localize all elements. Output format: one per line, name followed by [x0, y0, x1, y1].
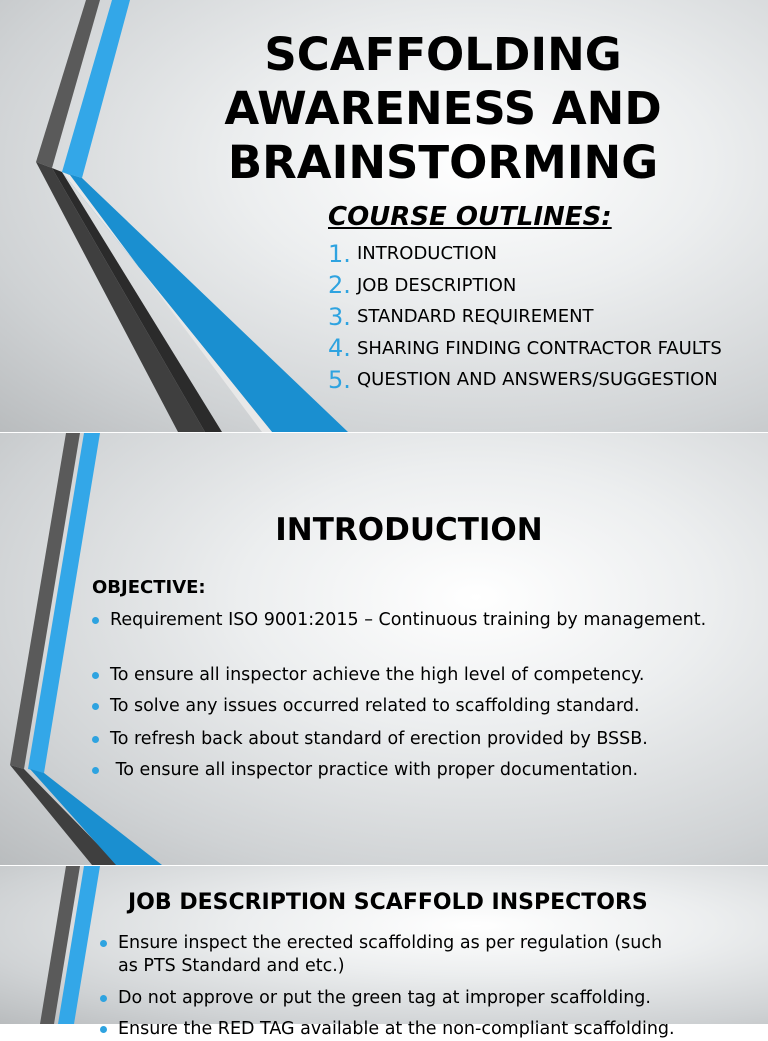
- item-number: 2.: [328, 271, 351, 300]
- list-item: To refresh back about standard of erection provided by BSSB.: [92, 728, 648, 751]
- list-item: To ensure all inspector practice with proper documentation.: [92, 759, 638, 782]
- list-item: [328, 333, 722, 365]
- list-item: To ensure all inspector achieve the high level of competency.: [92, 664, 644, 687]
- title-line: BRAINSTORMING: [227, 136, 659, 189]
- item-number: 4.: [328, 334, 351, 363]
- item-number: 5.: [328, 365, 351, 394]
- list-item: [328, 238, 722, 270]
- decorative-stripes: [0, 433, 768, 865]
- slide-introduction: [0, 433, 768, 865]
- list-item: Do not approve or put the green tag at improper scaffolding.: [100, 987, 651, 1010]
- title-line: AWARENESS AND: [224, 82, 662, 135]
- item-text: STANDARD REQUIREMENT: [357, 306, 594, 328]
- list-item: [328, 270, 722, 302]
- list-item: [328, 301, 722, 333]
- list-item: Ensure the RED TAG available at the non-compliant scaffolding.: [100, 1018, 675, 1041]
- list-item: Requirement ISO 9001:2015 – Continuous training by management.: [92, 609, 706, 632]
- item-text: SHARING FINDING CONTRACTOR FAULTS: [357, 337, 722, 359]
- outline-list: [328, 238, 722, 396]
- list-item-continuation: as PTS Standard and etc.): [118, 956, 345, 976]
- item-text: QUESTION AND ANSWERS/SUGGESTION: [357, 369, 718, 391]
- title-line: SCAFFOLDING: [264, 28, 622, 81]
- course-outlines-heading: COURSE OUTLINES:: [328, 202, 612, 232]
- list-item: To solve any issues occurred related to scaffolding standard.: [92, 695, 640, 718]
- presentation-title: [200, 28, 686, 190]
- item-text: JOB DESCRIPTION: [357, 274, 517, 296]
- list-item: [328, 364, 722, 396]
- slide-title: [0, 0, 768, 432]
- list-item: Ensure inspect the erected scaffolding as per regulation (such: [100, 932, 662, 955]
- slide-heading: INTRODUCTION: [275, 512, 543, 548]
- item-text: INTRODUCTION: [357, 243, 497, 265]
- item-number: 3.: [328, 302, 351, 331]
- item-number: 1.: [328, 239, 351, 268]
- objective-label: OBJECTIVE:: [92, 577, 206, 598]
- slide-heading: JOB DESCRIPTION SCAFFOLD INSPECTORS: [128, 890, 648, 915]
